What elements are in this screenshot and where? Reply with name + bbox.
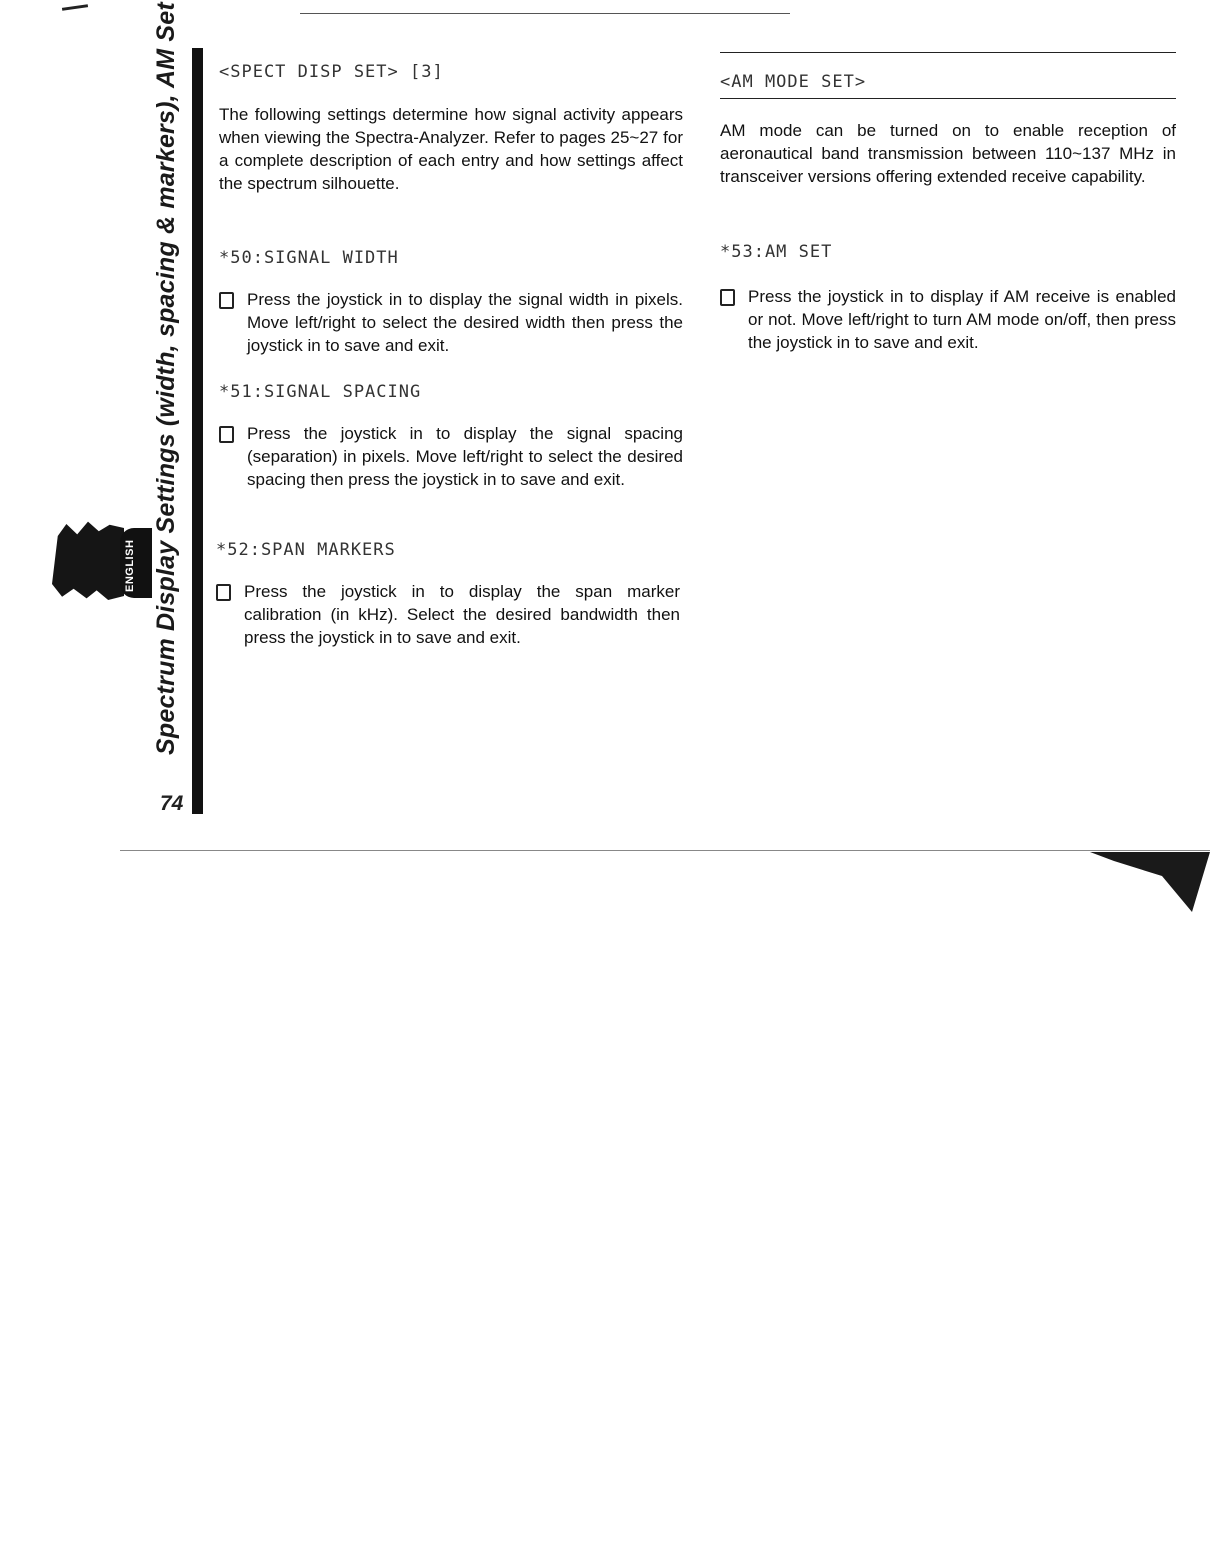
item-text-signal-width: Press the joystick in to display the signal width in pixels. Move left/right to select the desired width then press the joystick in to save and exit. — [247, 290, 683, 355]
section-heading-am-mode-set: <AM MODE SET> — [720, 72, 867, 92]
item-code-am-set: *53:AM SET — [720, 242, 833, 262]
side-title: Spectrum Display Settings (width, spacing & markers), AM Set — [152, 2, 180, 755]
language-tab-edge — [52, 520, 124, 600]
item-text-span-markers: Press the joystick in to display the span marker calibration (in kHz). Select the desired bandwidth then press the joystick in to save and exit. — [244, 582, 680, 647]
list-item — [219, 422, 683, 491]
right-intro-paragraph: AM mode can be turned on to enable reception of aeronautical band transmission between 110~137 MHz in transceiver versions offering extended receive capability. — [720, 121, 1176, 186]
scan-artifact-top-line — [300, 13, 790, 14]
list-item — [216, 580, 680, 649]
item-text-signal-spacing: Press the joystick in to display the signal spacing (separation) in pixels. Move left/right to select the desired spacing then press the joystick in to save and exit. — [247, 424, 683, 489]
language-tab-label: ENGLISH — [124, 539, 136, 592]
right-heading-bottom-rule — [720, 98, 1176, 99]
scan-artifact-top-left — [62, 4, 88, 11]
page-number: 74 — [160, 792, 184, 815]
checkbox-bullet-icon — [216, 584, 231, 601]
list-item — [720, 285, 1176, 354]
checkbox-bullet-icon — [219, 292, 234, 309]
side-rule — [192, 48, 203, 814]
scan-artifact-corner — [1090, 852, 1210, 912]
checkbox-bullet-icon — [720, 289, 735, 306]
list-item — [219, 288, 683, 357]
left-intro-paragraph: The following settings determine how signal activity appears when viewing the Spectra-Analyzer. Refer to pages 25~27 for a complete description of each entry and how settings affect the spectrum silhouette. — [219, 105, 683, 193]
item-code-signal-width: *50:SIGNAL WIDTH — [219, 248, 399, 268]
section-heading-spect-disp-set: <SPECT DISP SET> [3] — [219, 62, 444, 82]
checkbox-bullet-icon — [219, 426, 234, 443]
scan-artifact-bottom-line — [120, 850, 1210, 851]
item-code-signal-spacing: *51:SIGNAL SPACING — [219, 382, 422, 402]
item-text-am-set: Press the joystick in to display if AM receive is enabled or not. Move left/right to turn AM mode on/off, then press the joystick in to save and exit. — [748, 287, 1176, 352]
item-code-span-markers: *52:SPAN MARKERS — [216, 540, 396, 560]
right-heading-top-rule — [720, 52, 1176, 53]
